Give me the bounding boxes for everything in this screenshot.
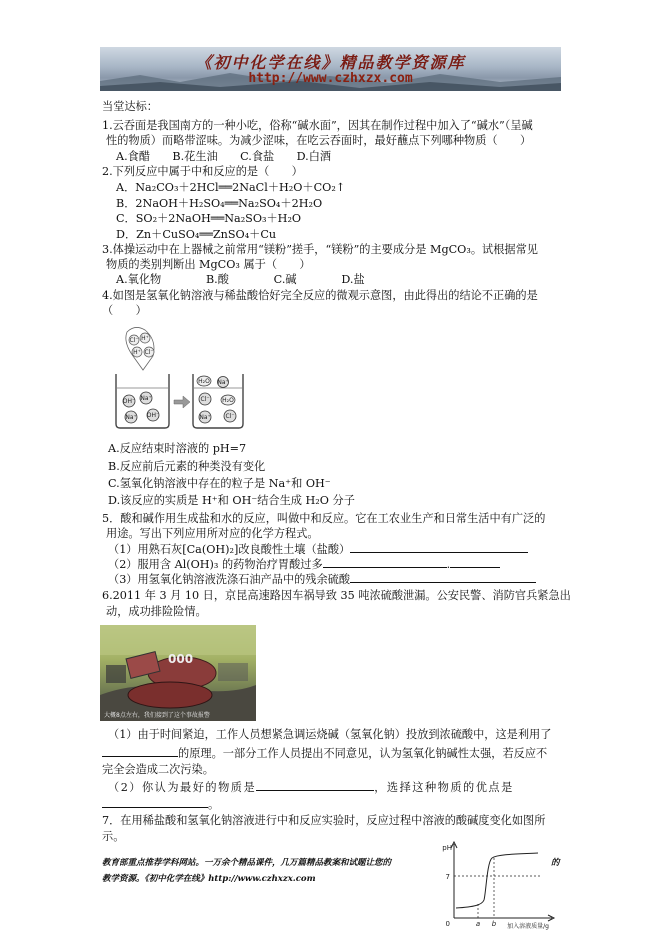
q6-sub2-text-a: （2）你认为最好的物质是	[108, 781, 257, 794]
q5-sub2-blank[interactable]	[323, 556, 447, 568]
right-mol-1: H₂O	[198, 378, 210, 385]
arrow-right-icon	[174, 396, 190, 408]
q4-option-a: A.反应结束时溶液的 pH=7	[108, 442, 247, 455]
q2-stem: 2.下列反应中属于中和反应的是（ ）	[102, 165, 303, 178]
q5-sub1-text: （1）用熟石灰[Ca(OH)₂]改良酸性土壤（盐酸）	[108, 543, 351, 556]
ph-xb-label: b	[491, 920, 497, 928]
q4-option-b: B.反应前后元素的种类没有变化	[108, 460, 266, 473]
q5-sub2-text: （2）服用含 Al(OH)₃ 的药物治疗胃酸过多	[108, 558, 323, 571]
q3-options: A.氧化物 B.酸 C.碱 D.盐	[116, 273, 365, 286]
photo-caption: 大概8点左右，我们接到了这个事故报警	[104, 712, 210, 719]
ph-xlabel: 加入溶液质量/g	[507, 923, 549, 930]
overturned-tanker-icon	[100, 625, 256, 721]
footer-line2: 教学资源。《初中化学在线》http://www.czhxzx.com	[102, 874, 316, 884]
q6-sub1-line3: 完全会造成二次污染。	[102, 763, 214, 776]
q6-sub2-blank-2[interactable]	[102, 796, 208, 808]
left-ion-4: OH⁻	[146, 412, 160, 419]
q5-sub3-text: （3）用氢氧化钠溶液洗涤石油产品中的残余硫酸	[108, 573, 351, 586]
reaction-diagram	[113, 326, 245, 430]
q5-sub2-blank-2[interactable]	[450, 556, 500, 568]
q4-option-d: D.该反应的实质是 H⁺和 OH⁻结合生成 H₂O 分子	[108, 494, 355, 507]
right-ion-2: Na⁺	[217, 379, 229, 386]
drop-ion-1: Cl⁻	[129, 337, 139, 344]
banner-title: 《初中化学在线》精品教学资源库	[195, 53, 466, 72]
footer-line1-text: 教育部重点推荐学科网站。一万余个精品课件，几万篇精品教案和试题让您的	[102, 858, 392, 868]
ph-xa-label: a	[475, 920, 481, 928]
q5-sub3-blank[interactable]	[350, 571, 536, 583]
drop-ion-2: H⁺	[141, 335, 149, 342]
header-banner	[100, 47, 561, 91]
q6-sub2-text-b: ，选择这种物质的优点是	[374, 781, 514, 794]
q6-sub1-line2	[102, 745, 547, 761]
q1-stem-line2: 性的物质）而略带涩味。为减少涩味，在吃云吞面时，最好蘸点下列哪种物质（ ）	[106, 134, 532, 147]
q2-option-a: A．Na₂CO₃＋2HCl══2NaCl＋H₂O＋CO₂↑	[116, 181, 346, 194]
q2-option-c: C．SO₂＋2NaOH══Na₂SO₃＋H₂O	[116, 212, 302, 225]
q5-sub1	[108, 541, 528, 557]
q5-stem-line1: 5．酸和碱作用生成盐和水的反应，叫做中和反应。它在工农业生产和日常生活中有广泛的	[102, 512, 546, 525]
left-ion-3: Na⁺	[125, 414, 137, 421]
q2-option-d: D．Zn＋CuSO₄══ZnSO₄＋Cu	[116, 228, 277, 241]
right-ion-4: Na⁺	[199, 414, 211, 421]
ph-y7-label: 7	[445, 873, 450, 881]
q3-stem-line1: 3.体操运动中在上器械之前常用“镁粉”搓手，“镁粉”的主要成分是 MgCO₃。试根据常见	[102, 243, 538, 256]
ph-chart	[430, 838, 560, 930]
q4-stem-line2: （ ）	[102, 304, 147, 317]
q2-option-b: B．2NaOH＋H₂SO₄══Na₂SO₄＋2H₂O	[116, 197, 323, 210]
footer-line1-end: 的	[551, 858, 560, 868]
drop-ion-4: Cl⁻	[144, 349, 154, 356]
drop-ion-3: H⁺	[133, 349, 141, 356]
footer-line1	[102, 856, 391, 871]
q6-stem-line1: 6.2011 年 3 月 10 日，京昆高速路因车祸导致 35 吨浓硫酸泄漏。公安民警、消防官兵紧急出	[102, 589, 571, 602]
right-ion-3: Cl⁻	[200, 396, 210, 403]
q5-sub2-end: .	[446, 558, 451, 571]
q1-stem-line1: 1.云吞面是我国南方的一种小吃，俗称“碱水面”，因其在制作过程中加入了“碱水”（呈碱	[102, 119, 533, 132]
q5-sub2	[108, 556, 500, 572]
q7-stem-line2: 示。	[102, 830, 125, 843]
q6-stem-line2: 动，成功排险险情。	[106, 605, 207, 618]
q6-sub1-line2-text: 的原理。一部分工作人员提出不同意见，认为氢氧化钠碱性太强，若反应不	[178, 747, 548, 760]
banner-url[interactable]: http://www.czhxzx.com	[248, 71, 413, 86]
q6-sub2-line2	[102, 796, 219, 812]
q6-sub2-end: 。	[208, 798, 220, 811]
section-heading: 当堂达标：	[102, 100, 158, 113]
right-ion-5: Cl⁻	[225, 413, 235, 420]
ph-origin: 0	[445, 920, 450, 928]
left-ion-1: OH⁻	[122, 398, 136, 405]
q5-stem-line2: 用途。写出下列应用所对应的化学方程式。	[106, 527, 319, 540]
q4-stem-line1: 4.如图是氢氧化钠溶液与稀盐酸恰好完全反应的微观示意图，由此得出的结论不正确的是	[102, 289, 538, 302]
q5-sub3	[108, 571, 536, 587]
q5-sub1-blank[interactable]	[350, 541, 528, 553]
left-ion-2: Na⁺	[140, 395, 152, 402]
right-mol-6: H₂O	[222, 397, 234, 404]
ph-curve	[456, 853, 538, 908]
q1-options: A.食醋 B.花生油 C.食盐 D.白酒	[116, 150, 332, 163]
svg-text:000: 000	[168, 652, 194, 666]
accident-photo	[100, 625, 256, 721]
q7-stem-line1: 7．在用稀盐酸和氢氧化钠溶液进行中和反应实验时，反应过程中溶液的酸碱度变化如图所	[102, 814, 546, 827]
q6-sub1-blank[interactable]	[102, 745, 178, 757]
q6-sub1-line1: （1）由于时间紧迫，工作人员想紧急调运烧碱（氢氧化钠）投放到浓硫酸中，这是利用了	[108, 728, 552, 741]
q3-stem-line2: 物质的类别判断出 MgCO₃ 属于（ ）	[106, 258, 311, 271]
q4-option-c: C.氢氧化钠溶液中存在的粒子是 Na⁺和 OH⁻	[108, 477, 331, 490]
q6-sub2-line1	[108, 779, 514, 795]
q6-sub2-blank-1[interactable]	[256, 779, 374, 791]
ph-ylabel: pH	[442, 844, 452, 852]
